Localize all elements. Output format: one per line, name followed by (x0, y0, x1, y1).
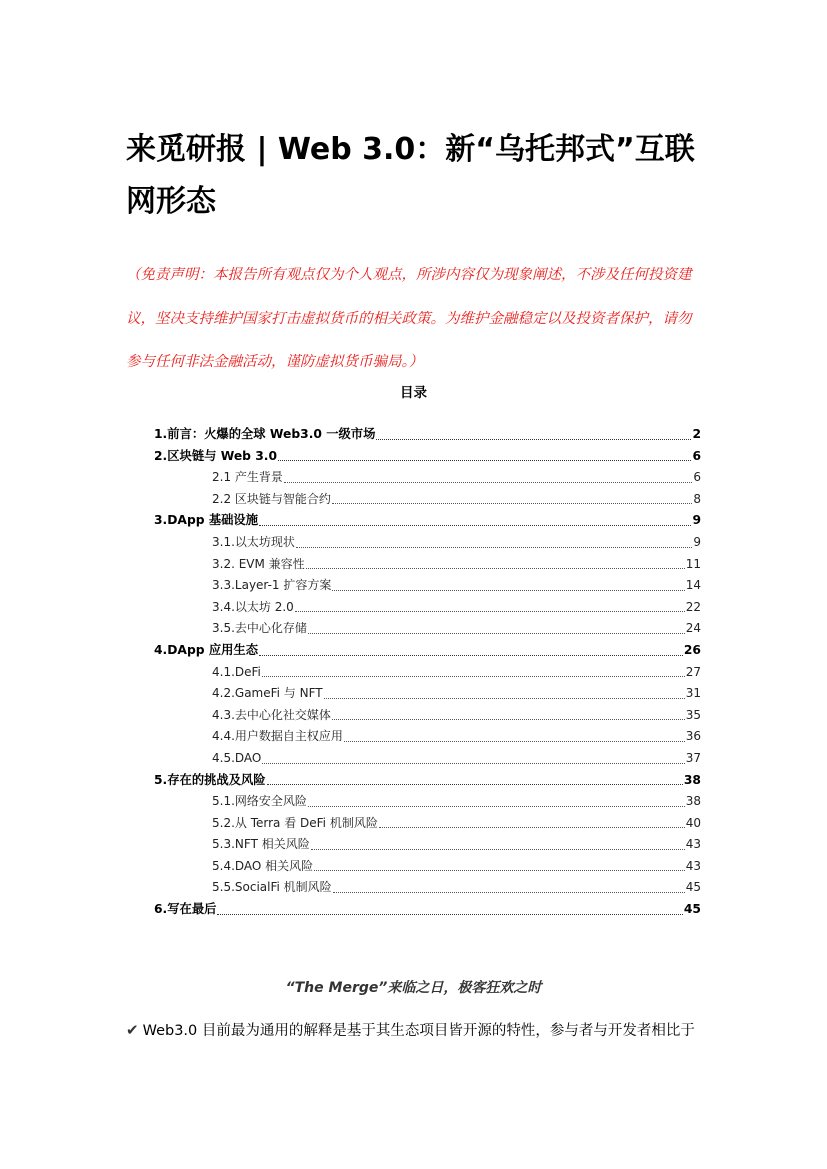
toc-leader-dots (324, 698, 685, 699)
toc-entry-label: 2.2 区块链与智能合约 (212, 491, 331, 506)
toc-entry-page: 8 (693, 491, 701, 506)
toc-leader-dots (259, 525, 691, 526)
toc-entry-label: 4.4.用户数据自主权应用 (212, 729, 343, 744)
toc-leader-dots (379, 827, 685, 828)
toc-entry-page: 36 (685, 729, 701, 744)
toc-leader-dots (267, 784, 683, 785)
toc-entry-label: 4.DApp 应用生态 (154, 642, 259, 657)
toc-entry[interactable] (154, 532, 701, 554)
toc-leader-dots (311, 849, 685, 850)
toc-leader-dots (296, 547, 692, 548)
toc-entry[interactable] (154, 618, 701, 640)
toc-leader-dots (306, 568, 685, 569)
toc-entry[interactable] (154, 834, 701, 856)
toc-entry-page: 31 (685, 686, 701, 701)
table-of-contents (154, 424, 701, 921)
toc-entry[interactable] (154, 662, 701, 684)
toc-leader-dots (308, 806, 685, 807)
toc-entry[interactable] (154, 597, 701, 619)
toc-entry-label: 3.2. EVM 兼容性 (212, 556, 305, 571)
toc-entry-label: 5.1.网络安全风险 (212, 794, 307, 809)
toc-entry-label: 3.3.Layer-1 扩容方案 (212, 578, 332, 593)
toc-entry[interactable] (154, 683, 701, 705)
toc-leader-dots (332, 719, 685, 720)
toc-entry-label: 5.4.DAO 相关风险 (212, 858, 314, 873)
toc-entry[interactable] (154, 554, 701, 576)
toc-leader-dots (295, 611, 685, 612)
toc-entry-page: 27 (685, 664, 701, 679)
toc-leader-dots (217, 914, 682, 915)
toc-leader-dots (262, 763, 684, 764)
toc-entry-label: 4.3.去中心化社交媒体 (212, 707, 331, 722)
toc-entry-page: 45 (685, 880, 701, 895)
toc-entry-label: 2.区块链与 Web 3.0 (154, 448, 278, 463)
toc-entry-page: 24 (685, 621, 701, 636)
toc-entry-page: 35 (685, 707, 701, 722)
toc-leader-dots (332, 590, 684, 591)
bullet-paragraph (126, 1019, 726, 1040)
toc-leader-dots (278, 460, 691, 461)
check-icon: ✔ (126, 1021, 139, 1039)
toc-entry-page: 11 (685, 556, 701, 571)
toc-entry-label: 3.4.以太坊 2.0 (212, 599, 294, 614)
toc-entry-page: 6 (693, 470, 701, 485)
toc-entry-label: 4.5.DAO (212, 750, 262, 765)
disclaimer-text: （免责声明：本报告所有观点仅为个人观点，所涉内容仅为现象阐述，不涉及任何投资建议，坚决支持维护国家打击虚拟货币的相关政策。为维护金融稳定以及投资者保护，请勿参与任何非法金融活动，谨防虚拟货币骗局。） (126, 267, 692, 370)
toc-entry-label: 3.1.以太坊现状 (212, 534, 295, 549)
toc-entry-page: 14 (685, 578, 701, 593)
toc-entry[interactable] (154, 877, 701, 899)
toc-entry[interactable] (154, 705, 701, 727)
toc-entry-page: 38 (685, 794, 701, 809)
toc-entry[interactable] (154, 899, 701, 921)
report-title: 来觅研报 | Web 3.0：新“乌托邦式”互联网形态 (126, 132, 695, 219)
toc-leader-dots (376, 439, 691, 440)
toc-entry-page: 38 (683, 772, 701, 787)
toc-entry-page: 45 (683, 902, 701, 917)
toc-entry-label: 5.存在的挑战及风险 (154, 772, 266, 787)
toc-entry-label: 4.2.GameFi 与 NFT (212, 686, 323, 701)
toc-entry-label: 2.1 产生背景 (212, 470, 283, 485)
toc-leader-dots (314, 870, 685, 871)
toc-leader-dots (332, 503, 692, 504)
toc-leader-dots (344, 741, 685, 742)
toc-entry[interactable] (154, 575, 701, 597)
toc-entry[interactable] (154, 467, 701, 489)
toc-entry-page: 2 (692, 427, 701, 441)
toc-entry-label: 3.DApp 基础设施 (154, 513, 259, 528)
toc-entry-label: 4.1.DeFi (212, 664, 261, 679)
toc-entry-page: 40 (685, 815, 701, 830)
toc-entry-page: 9 (693, 534, 701, 549)
toc-entry[interactable] (154, 856, 701, 878)
toc-leader-dots (284, 482, 692, 483)
toc-heading: 目录 (400, 385, 427, 401)
toc-entry-label: 3.5.去中心化存储 (212, 621, 307, 636)
toc-entry-page: 9 (692, 513, 701, 528)
toc-entry[interactable] (154, 726, 701, 748)
toc-entry[interactable] (154, 424, 701, 446)
toc-entry-page: 6 (692, 448, 701, 463)
toc-entry-label: 1.前言：火爆的全球 Web3.0 一级市场 (154, 427, 376, 441)
toc-entry-label: 5.5.SocialFi 机制风险 (212, 880, 332, 895)
toc-entry-page: 43 (685, 837, 701, 852)
toc-entry[interactable] (154, 791, 701, 813)
toc-entry-page: 26 (683, 642, 701, 657)
toc-entry[interactable] (154, 489, 701, 511)
toc-leader-dots (259, 655, 683, 656)
toc-leader-dots (262, 676, 685, 677)
toc-entry[interactable] (154, 770, 701, 792)
toc-leader-dots (308, 633, 685, 634)
toc-entry-label: 6.写在最后 (154, 902, 217, 917)
toc-entry-page: 43 (685, 858, 701, 873)
toc-entry-label: 5.3.NFT 相关风险 (212, 837, 310, 852)
toc-entry[interactable] (154, 510, 701, 532)
toc-entry[interactable] (154, 640, 701, 662)
toc-leader-dots (333, 892, 685, 893)
toc-entry-page: 37 (685, 750, 701, 765)
toc-entry[interactable] (154, 748, 701, 770)
toc-entry-label: 5.2.从 Terra 看 DeFi 机制风险 (212, 815, 378, 830)
section-subtitle: “The Merge”来临之日，极客狂欢之时 (285, 980, 542, 996)
toc-entry[interactable] (154, 813, 701, 835)
toc-entry-page: 22 (685, 599, 701, 614)
toc-entry[interactable] (154, 446, 701, 468)
bullet-text: Web3.0 目前最为通用的解释是基于其生态项目皆开源的特性，参与者与开发者相比于 (142, 1023, 695, 1039)
